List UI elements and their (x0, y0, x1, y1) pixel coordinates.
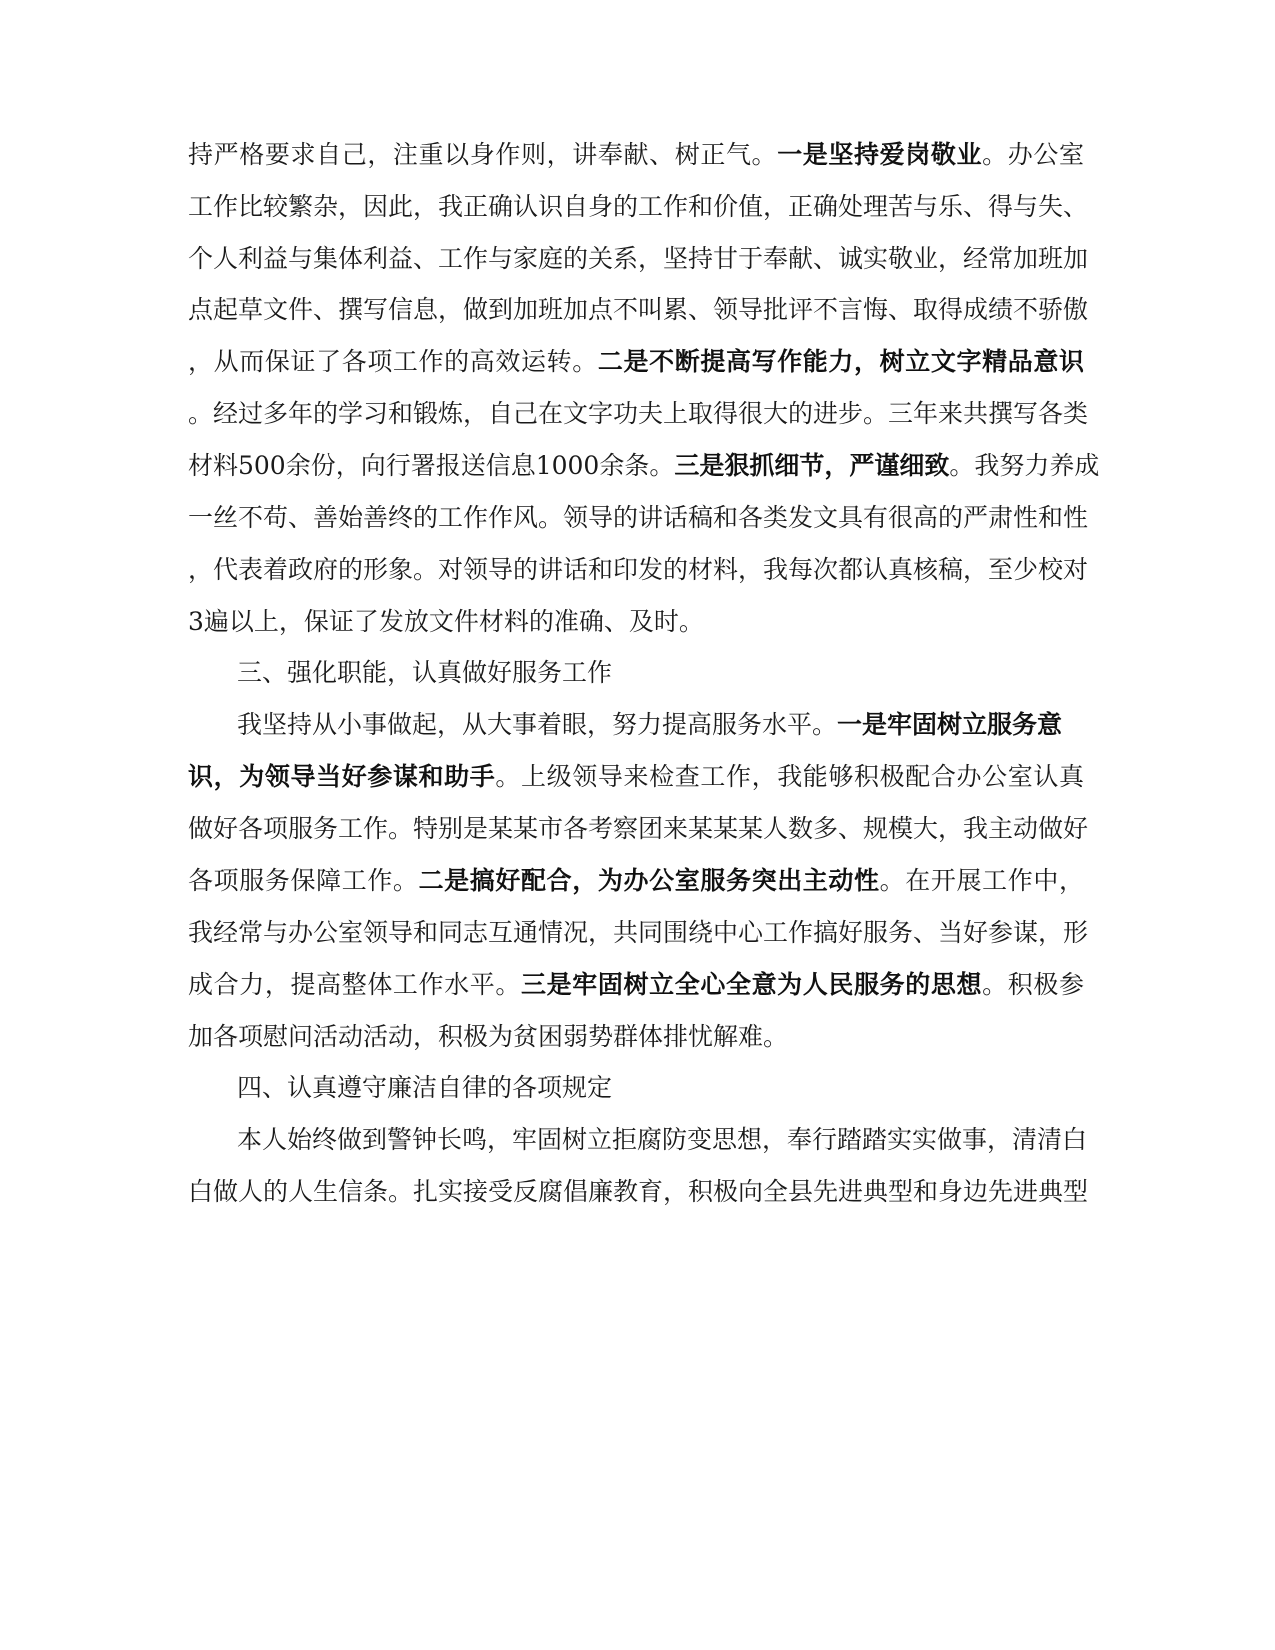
bold-phrase: 二是不断提高写作能力，树立文字精品意识 (597, 347, 1084, 376)
text-segment: 我坚持从小事做起，从大事着眼，努力提高服务水平。 (237, 710, 838, 739)
text-segment: 。积极参 (982, 970, 1084, 999)
text-line (188, 811, 1089, 847)
text-segment: 成合力，提高整体工作水平。 (188, 970, 522, 999)
text-segment: 加各项慰问活动活动，积极为贫困弱势群体排忧解难。 (188, 1022, 789, 1051)
text-segment: 四、认真遵守廉洁自律的各项规定 (237, 1073, 613, 1102)
text-line (188, 448, 1100, 484)
bold-phrase: 一是牢固树立服务意 (837, 710, 1063, 739)
text-line (237, 1122, 1088, 1158)
bold-phrase: 三是狠抓细节，严谨细致 (674, 451, 950, 480)
text-segment: 白做人的人生信条。扎实接受反腐倡廉教育，积极向全县先进典型和身边先进典型 (188, 1177, 1089, 1206)
section-heading (237, 1070, 612, 1106)
text-segment: 。在开展工作中， (879, 866, 1084, 895)
text-segment: 各项服务保障工作。 (188, 866, 419, 895)
text-line (188, 500, 1089, 536)
text-segment: 持严格要求自己，注重以身作则，讲奉献、树正气。 (188, 140, 778, 169)
text-line (188, 1019, 788, 1055)
text-segment: 做好各项服务工作。特别是某某市各考察团来某某某人数多、规模大，我主动做好 (188, 814, 1089, 843)
text-segment: 本人始终做到警钟长鸣，牢固树立拒腐防变思想，奉行踏踏实实做事，清清白 (237, 1125, 1088, 1154)
text-line (188, 604, 704, 640)
text-segment: 3遍以上，保证了发放文件材料的准确、及时。 (188, 607, 704, 636)
text-line (188, 137, 1084, 173)
text-line (188, 967, 1084, 1003)
bold-phrase: 识，为领导当好参谋和助手 (188, 762, 496, 791)
text-segment: 。办公室 (982, 140, 1084, 169)
text-line (188, 344, 1084, 380)
text-segment: 。经过多年的学习和锻炼，自己在文字功夫上取得很大的进步。三年来共撰写各类 (188, 399, 1089, 428)
text-segment: ，代表着政府的形象。对领导的讲话和印发的材料，我每次都认真核稿，至少校对 (188, 555, 1089, 584)
text-line (188, 241, 1089, 277)
text-segment: 三、强化职能，认真做好服务工作 (237, 658, 613, 687)
text-segment: 我经常与办公室领导和同志互通情况，共同围绕中心工作搞好服务、当好参谋，形 (188, 918, 1089, 947)
text-line (188, 292, 1089, 328)
text-line (188, 1174, 1089, 1210)
text-segment: 。我努力养成 (949, 451, 1100, 480)
section-heading (237, 655, 612, 691)
text-line (188, 759, 1084, 795)
text-segment: 。上级领导来检查工作，我能够积极配合办公室认真 (495, 762, 1084, 791)
text-segment: 材料500余份，向行署报送信息1000余条。 (188, 451, 675, 480)
bold-phrase: 一是坚持爱岗敬业 (777, 140, 983, 169)
text-segment: 个人利益与集体利益、工作与家庭的关系，坚持甘于奉献、诚实敬业，经常加班加 (188, 244, 1089, 273)
text-segment: ，从而保证了各项工作的高效运转。 (188, 347, 598, 376)
text-segment: 工作比较繁杂，因此，我正确认识自身的工作和价值，正确处理苦与乐、得与失、 (188, 192, 1089, 221)
text-line (188, 396, 1089, 432)
text-line (188, 863, 1084, 899)
text-line (237, 707, 1062, 743)
text-line (188, 552, 1089, 588)
text-line (188, 189, 1089, 225)
bold-phrase: 二是搞好配合，为办公室服务突出主动性 (418, 866, 880, 895)
text-segment: 点起草文件、撰写信息，做到加班加点不叫累、领导批评不言悔、取得成绩不骄傲 (188, 295, 1089, 324)
bold-phrase: 三是牢固树立全心全意为人民服务的思想 (521, 970, 983, 999)
text-line (188, 915, 1089, 951)
text-segment: 一丝不苟、善始善终的工作作风。领导的讲话稿和各类发文具有很高的严肃性和性 (188, 503, 1089, 532)
